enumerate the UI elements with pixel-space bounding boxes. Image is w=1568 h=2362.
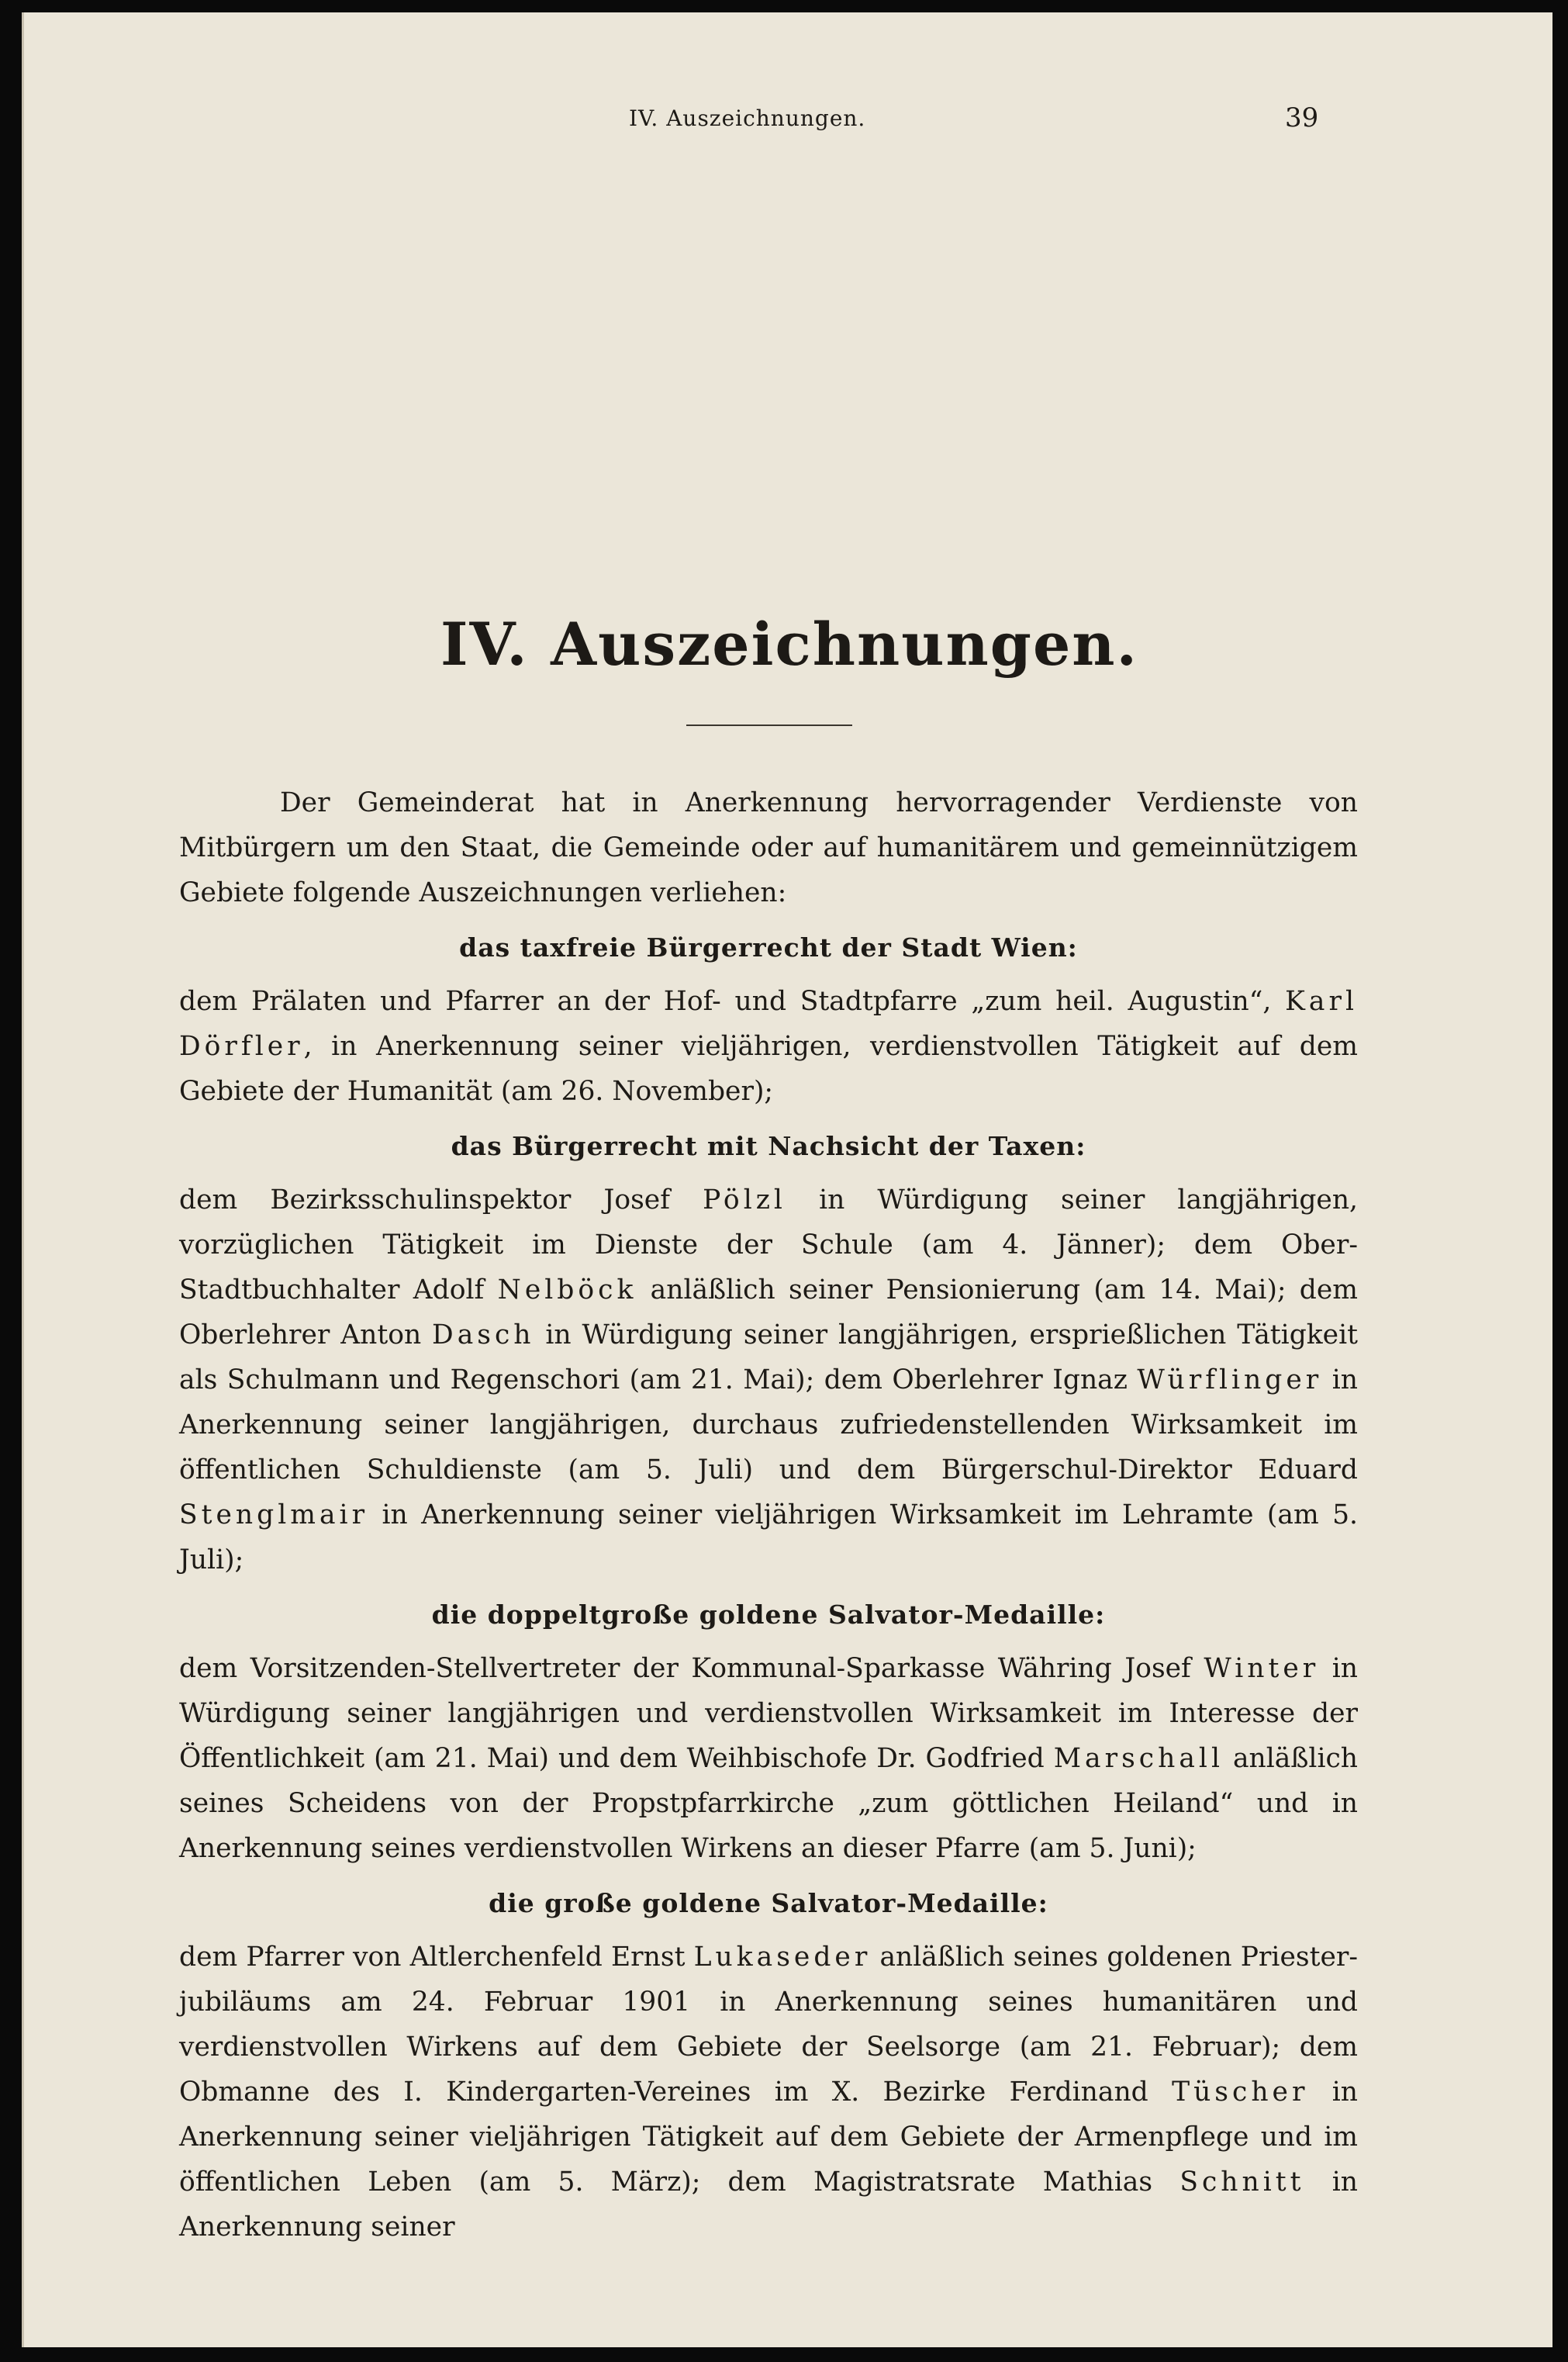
page-number: 39	[1285, 102, 1319, 133]
text-run: in Würdigung seiner langjährigen, vorzüglichen Tätigkeit im Dienste der Schule (am 4. Jänner); dem Ober-Stadtbuchhalter Adolf	[179, 1184, 1359, 1305]
person-name: Stenglmair	[179, 1499, 369, 1530]
text-run: in Anerkennung seiner vieljährigen Tätigkeit auf dem Gebiete der Armenpflege und im öffentlichen Leben (am 5. März); dem Magistratsrate Mathias	[179, 2077, 1358, 2198]
person-name: Karl Dörfler	[179, 986, 1358, 1062]
text-run: anläßlich seines goldenen Priester-jubiläums am 24. Februar 1901 in Anerkennung seines humanitären und verdienstvollen Wirkens auf dem Gebiete der Seelsorge (am 21. Februar); dem Obmanne des I. Kindergarten-Vereines im X. Bezirke Ferdinand	[179, 1942, 1359, 2108]
text-run: dem Bezirksschulinspektor Josef	[179, 1184, 670, 1216]
text-run: in Anerkennung seiner vieljährigen Wirksamkeit im Lehramte (am 5. Juli);	[179, 1499, 1359, 1575]
person-name: Würflinger	[1137, 1364, 1323, 1395]
section-paragraph-taxfreies-buergerrecht	[179, 979, 1358, 1114]
text-run: anläßlich seiner Pensionierung (am 14. Mai); dem Oberlehrer Anton	[179, 1274, 1359, 1350]
person-name: Nelböck	[497, 1274, 637, 1305]
person-name: Pölzl	[703, 1184, 786, 1216]
title-rule	[686, 725, 852, 726]
section-heading-doppeltgrosse-medaille: die doppeltgroße goldene Salvator-Medaille:	[431, 1599, 1106, 1630]
book-page	[22, 12, 1552, 2347]
page-body	[179, 780, 1358, 2250]
section-paragraph-grosse-medaille	[179, 1935, 1358, 2250]
section-heading-buergerrecht-nachsicht: das Bürgerrecht mit Nachsicht der Taxen:	[451, 1131, 1086, 1161]
chapter-title: IV. Auszeichnungen.	[440, 610, 1139, 679]
person-name: Tüscher	[1172, 2077, 1309, 2108]
person-name: Winter	[1204, 1653, 1320, 1684]
text-run: , in Anerkennung seiner vieljährigen, verdienstvollen Tätigkeit auf dem Gebiete der Humanität (am 26. November);	[179, 1031, 1358, 1107]
text-run: in Würdigung seiner langjährigen und verdienstvollen Wirksamkeit im Interesse der Öffentlichkeit (am 21. Mai) und dem Weihbischofe Dr. Godfried	[179, 1653, 1358, 1774]
person-name: Dasch	[432, 1319, 535, 1350]
running-head: IV. Auszeichnungen.	[629, 105, 866, 131]
text-run: dem Vorsitzenden-Stellvertreter der Kommunal-Sparkasse Währing Josef	[179, 1653, 1191, 1684]
intro-paragraph: Der Gemeinderat hat in Anerkennung hervorragender Verdienste von Mitbürgern um den Staat, die Gemeinde oder auf humanitärem und gemeinnützigem Gebiete folgende Auszeichnungen verliehen:	[179, 787, 1358, 908]
section-paragraph-doppeltgrosse-medaille	[179, 1646, 1358, 1871]
text-run: in Würdigung seiner langjährigen, ersprießlichen Tätigkeit als Schulmann und Regenschori (am 21. Mai); dem Oberlehrer Ignaz	[179, 1319, 1359, 1395]
section-paragraph-buergerrecht-nachsicht	[179, 1178, 1358, 1582]
text-run: in Anerkennung seiner	[179, 2167, 1359, 2243]
text-run: in Anerkennung seiner langjährigen, durchaus zufriedenstellenden Wirksamkeit im öffentlichen Schuldienste (am 5. Juli) und dem Bürgerschul-Direktor Eduard	[179, 1364, 1359, 1485]
person-name: Lukaseder	[693, 1942, 872, 1973]
section-heading-grosse-medaille: die große goldene Salvator-Medaille:	[489, 1888, 1048, 1918]
text-run: anläßlich seines Scheidens von der Propstpfarrkirche „zum göttlichen Heiland“ und in Anerkennung seines verdienstvollen Wirkens an dieser Pfarre (am 5. Juni);	[179, 1743, 1359, 1864]
person-name: Schnitt	[1179, 2167, 1305, 2198]
text-run: dem Prälaten und Pfarrer an der Hof- und Stadtpfarre „zum heil. Augustin“,	[179, 986, 1272, 1017]
person-name: Marschall	[1053, 1743, 1224, 1774]
section-heading-taxfreies-buergerrecht: das taxfreie Bürgerrecht der Stadt Wien:	[459, 932, 1078, 963]
text-run: dem Pfarrer von Altlerchenfeld Ernst	[179, 1942, 686, 1973]
